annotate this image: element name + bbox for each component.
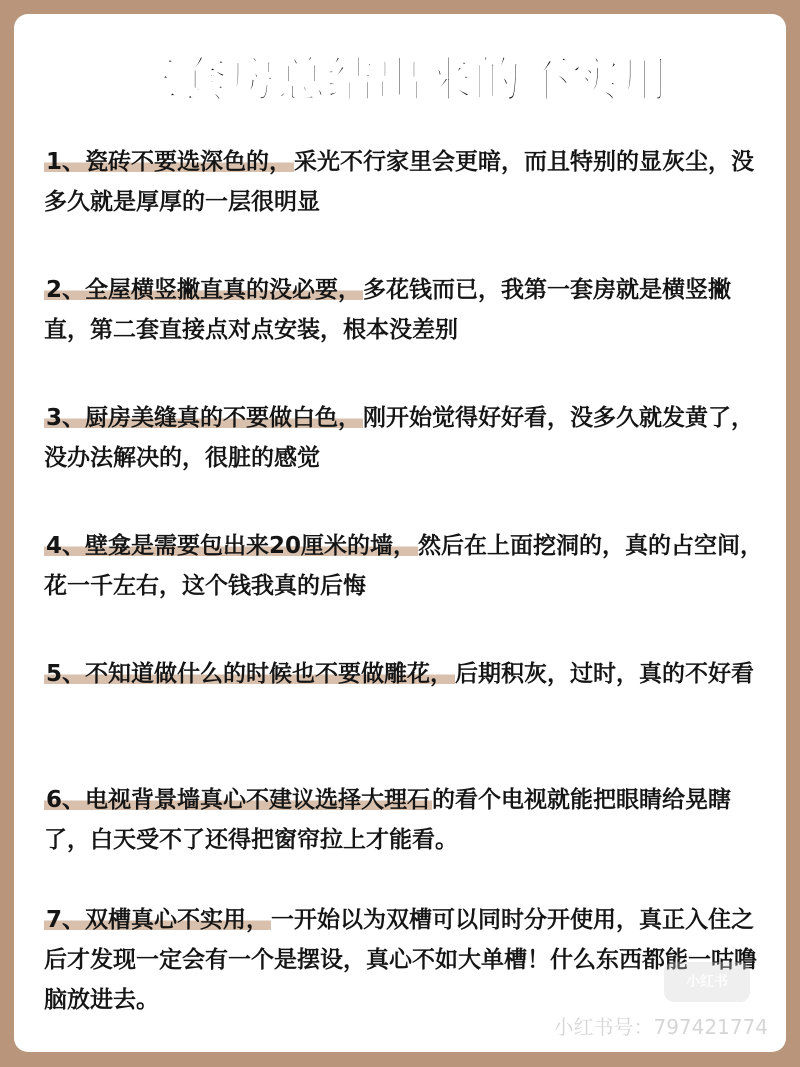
tip-highlight: 1、瓷砖不要选深色的， [46,149,293,175]
tip-text: 然后在上面挖洞的，真的占空间，花一千左右，这个钱我真的后悔 [44,533,764,599]
tip-item-3 [44,398,774,478]
tip-item-2 [44,270,774,350]
tip-item-1 [44,142,774,222]
tip-text: 的看个电视就能把眼睛给晃瞎了，白天受不了还得把窗帘拉上才能看。 [44,787,732,853]
page-title-text: 三套房总结出来的不实用 [130,52,670,108]
content-card [14,14,786,1052]
tip-text: 一开始以为双槽可以同时分开使用，真正入住之后才发现一定会有一个是摆设，真心不如大单槽！什么东西都能一咕噜脑放进去。 [44,907,757,1013]
tip-highlight: 5、不知道做什么的时候也不要做雕花， [46,661,454,687]
title-block [14,52,786,108]
tip-item-6 [44,780,774,860]
tip-item-5 [44,654,774,694]
watermark-logo: 小红书 [664,962,750,1002]
tip-text: 多花钱而已，我第一套房就是横竖撇直，第二套直接点对点安装，根本没差别 [44,277,732,343]
tip-item-4 [44,526,774,606]
page-title [124,52,675,108]
tip-highlight: 4、壁龛是需要包出来20厘米的墙， [46,533,417,559]
tip-text: 采光不行家里会更暗，而且特别的显灰尘，没多久就是厚厚的一层很明显 [44,149,755,215]
tip-text: 后期积灰，过时，真的不好看 [455,661,755,687]
watermark-id: 小红书号：797421774 [553,1015,768,1039]
tip-highlight: 2、全屋横竖撇直真的没必要， [46,277,362,303]
tip-item-7 [44,900,774,1020]
tip-highlight: 3、厨房美缝真的不要做白色， [46,405,362,431]
tip-text: 刚开始觉得好好看，没多久就发黄了，没办法解决的，很脏的感觉 [44,405,755,471]
tip-highlight: 6、电视背景墙真心不建议选择大理石 [46,787,431,813]
tip-highlight: 7、双槽真心不实用， [46,907,270,933]
